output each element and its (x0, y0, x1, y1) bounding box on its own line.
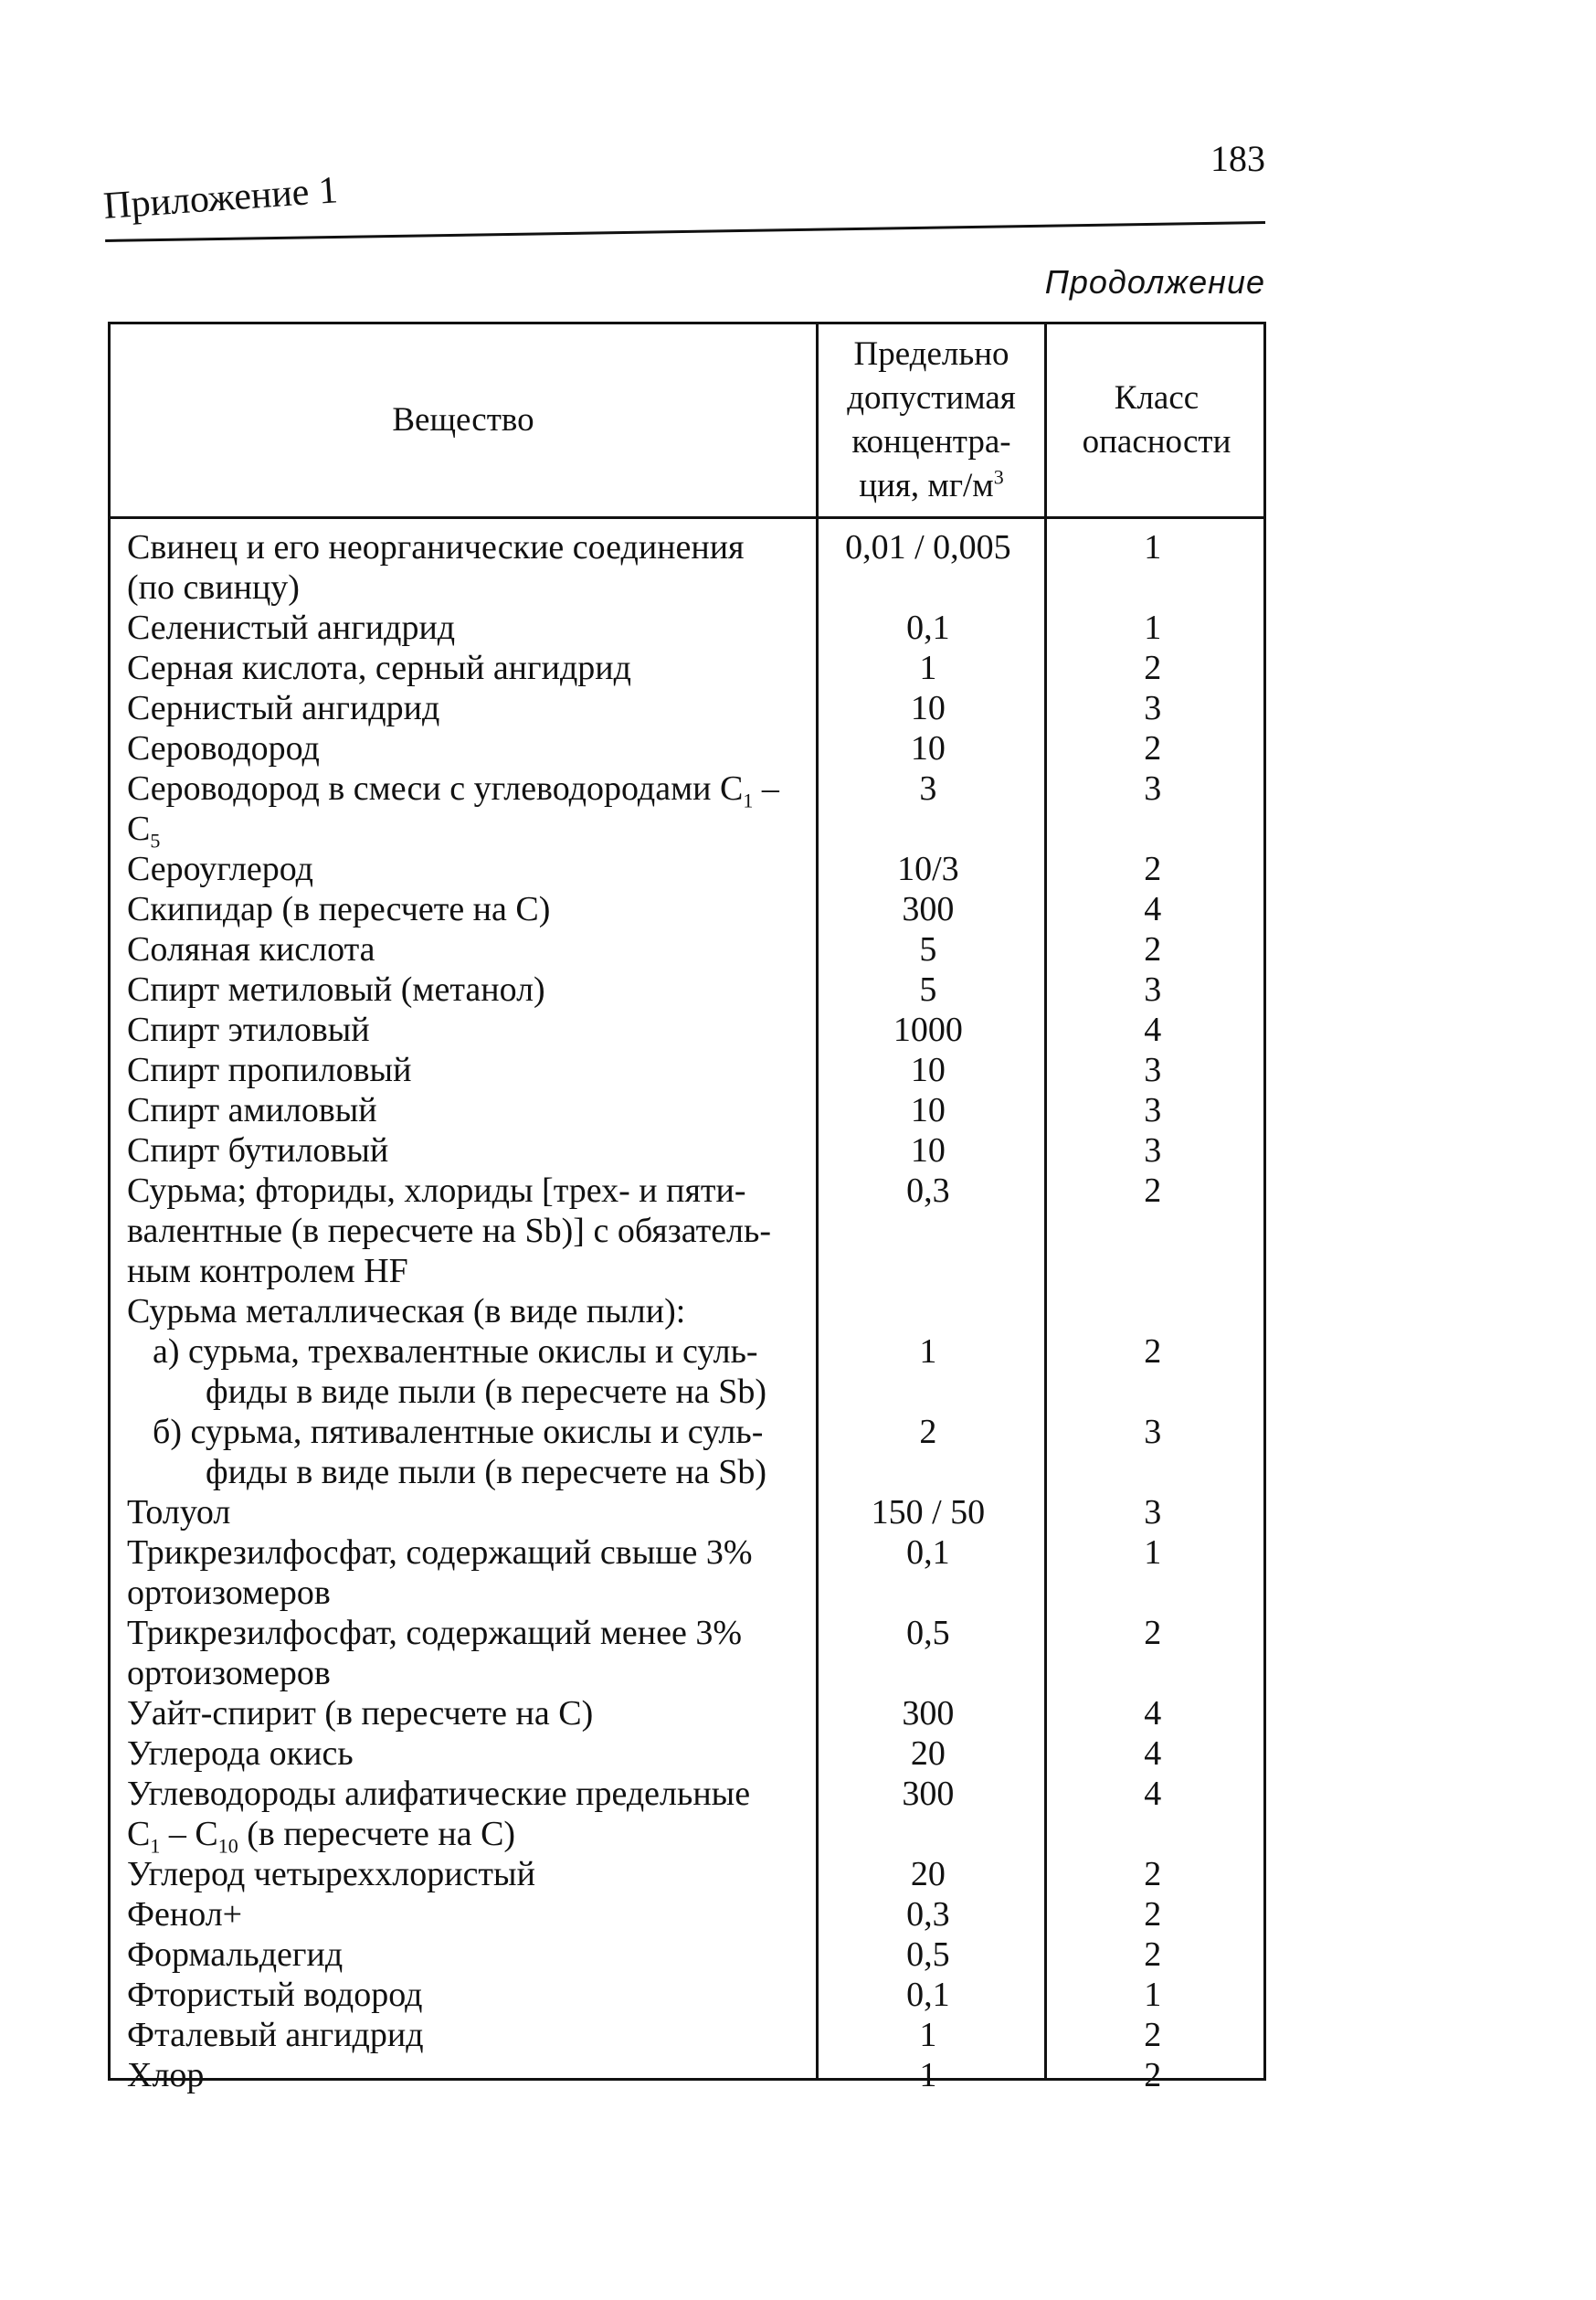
hazard-class-value: 2 (1144, 930, 1162, 969)
substance-name: Селенистый ангидрид (127, 609, 456, 647)
mac-value: 10 (910, 1131, 946, 1170)
hazard-class-value: 3 (1144, 1091, 1162, 1129)
hazard-class-value: 1 (1144, 609, 1162, 647)
hazard-class-value: 4 (1144, 1011, 1162, 1049)
mac-value (814, 1291, 1041, 1331)
substance-name: Соляная кислота (127, 930, 375, 969)
table-row (111, 728, 1263, 768)
hazard-class-value: 4 (1144, 1694, 1162, 1733)
substance-name: Скипидар (в пересчете на С) (127, 890, 551, 928)
substance-name: Трикрезилфосфат, содержащий свыше 3% ортоизомеров (127, 1533, 753, 1612)
mac-value: 3 (919, 769, 937, 808)
header-rule (105, 221, 1265, 242)
table-row (111, 1894, 1263, 1934)
substance-name: Спирт метиловый (метанол) (127, 970, 545, 1009)
table-row (111, 608, 1263, 648)
substance-name: Сурьма металлическая (в виде пыли): (127, 1292, 686, 1330)
substance-name: Углерод четыреххлористый (127, 1855, 535, 1893)
mac-value: 10 (910, 729, 946, 768)
hazard-class-value: 3 (1144, 1131, 1162, 1170)
hazard-class-value: 3 (1144, 1493, 1162, 1532)
table-row (111, 849, 1263, 889)
table-row (111, 1613, 1263, 1693)
page-number: 183 (1210, 138, 1265, 179)
substance-name: Спирт этиловый (127, 1011, 370, 1049)
substance-name: Формальдегид (127, 1935, 344, 1974)
table-row (111, 2015, 1263, 2055)
mac-value: 0,1 (906, 609, 950, 647)
hazard-class-value: 3 (1144, 769, 1162, 808)
header-divider (111, 516, 1263, 519)
substances-table (108, 322, 1266, 2094)
hazard-class-value: 2 (1144, 1855, 1162, 1893)
mac-value: 150 / 50 (871, 1493, 986, 1532)
hazard-class-value: 3 (1144, 1051, 1162, 1089)
table-row (111, 929, 1263, 970)
hazard-class-value: 4 (1144, 1775, 1162, 1813)
mac-value: 5 (919, 930, 937, 969)
mac-value: 10 (910, 1091, 946, 1129)
table-row (111, 1532, 1263, 1613)
hazard-class-value: 2 (1144, 850, 1162, 888)
table-row (111, 1492, 1263, 1532)
table-row (111, 688, 1263, 728)
hazard-class-value: 2 (1144, 1895, 1162, 1934)
substance-name: Спирт амиловый (127, 1091, 377, 1129)
substance-name: Сероводород в смеси с углеводородами $C_1 - C_5$ (127, 769, 779, 853)
substance-name: Сероводород (127, 729, 320, 768)
hazard-class-value: 2 (1144, 1935, 1162, 1974)
mac-value: 2 (919, 1413, 937, 1451)
hazard-class-value: 4 (1144, 1734, 1162, 1773)
mac-value: 1 (919, 2016, 937, 2054)
mac-value: 0,3 (906, 1895, 950, 1934)
running-header (101, 137, 1265, 238)
table-row (111, 1331, 1263, 1412)
mac-value: 0,1 (906, 1533, 950, 1572)
mac-value: 0,1 (906, 1976, 950, 2014)
mac-value: 20 (910, 1734, 946, 1773)
mac-value: 1000 (893, 1011, 963, 1049)
table-row (111, 1130, 1263, 1171)
table-row (111, 1774, 1263, 1858)
substance-name: Углерода окись (127, 1734, 354, 1773)
mac-value: 20 (910, 1855, 946, 1893)
table-row (111, 970, 1263, 1010)
mac-value: 10/3 (897, 850, 959, 888)
mac-value: 300 (902, 1694, 955, 1733)
hazard-class-value: 2 (1144, 649, 1162, 687)
table-row (111, 648, 1263, 688)
substance-name: Хлор (127, 2056, 205, 2094)
substance-name: а) сурьма, трехвалентные окислы и суль- фиды в виде пыли (в пересчете на Sb) (153, 1332, 767, 1411)
table-row (111, 1412, 1263, 1492)
hazard-class-value: 1 (1144, 1976, 1162, 2014)
hazard-class-value: 3 (1144, 970, 1162, 1009)
substance-name: Серная кислота, серный ангидрид (127, 649, 631, 687)
mac-value: 0,01 / 0,005 (845, 528, 1011, 567)
column-header-substance: Вещество (392, 401, 534, 439)
substance-name: Спирт бутиловый (127, 1131, 389, 1170)
hazard-class-value: 2 (1144, 2056, 1162, 2094)
substance-name: Углеводороды алифатические предельные $C_1 - C_{10}$ (в пересчете на С) (127, 1775, 751, 1858)
substance-name: Фталевый ангидрид (127, 2016, 424, 2054)
table-row (111, 768, 1263, 853)
column-header-hazard-class: Класс опасности (1082, 379, 1231, 461)
hazard-class-value: 2 (1144, 1171, 1162, 1210)
table-row (111, 1291, 1263, 1331)
appendix-label: Приложение 1 (101, 169, 340, 228)
mac-value: 10 (910, 689, 946, 727)
substance-name: Сурьма; фториды, хлориды [трех- и пяти- валентные (в пересчете на Sb)] с обязатель- ным контролем HF (127, 1171, 772, 1290)
mac-value: 1 (919, 649, 937, 687)
table-row (111, 889, 1263, 929)
substance-name: Сероуглерод (127, 850, 313, 888)
table-row (111, 1854, 1263, 1894)
hazard-class-value: 1 (1144, 1533, 1162, 1572)
table-row (111, 1010, 1263, 1050)
hazard-class-value: 2 (1144, 729, 1162, 768)
mac-value: 0,5 (906, 1614, 950, 1652)
mac-value: 0,3 (906, 1171, 950, 1210)
substance-name: Спирт пропиловый (127, 1051, 412, 1089)
table-row (111, 1975, 1263, 2015)
substance-name: Фенол+ (127, 1895, 243, 1934)
hazard-class-value: 2 (1144, 2016, 1162, 2054)
hazard-class-value: 2 (1144, 1332, 1162, 1371)
hazard-class-value: 3 (1144, 689, 1162, 727)
table-row (111, 1090, 1263, 1130)
substance-name: Толуол (127, 1493, 231, 1532)
column-header-mac: Предельно допустимая концентра- ция, $мг/м^3$ (847, 335, 1016, 504)
table-row (111, 2055, 1263, 2095)
mac-value: 5 (919, 970, 937, 1009)
table-row (111, 1733, 1263, 1774)
table-row (111, 1693, 1263, 1733)
hazard-class-value: 2 (1144, 1614, 1162, 1652)
mac-value: 10 (910, 1051, 946, 1089)
substance-name: Фтористый водород (127, 1976, 423, 2014)
mac-value: 1 (919, 2056, 937, 2094)
substance-name: Свинец и его неорганические соединения (по свинцу) (127, 528, 745, 607)
table-row (111, 1934, 1263, 1975)
mac-value: 1 (919, 1332, 937, 1371)
substance-name: Сернистый ангидрид (127, 689, 440, 727)
table-body (111, 527, 1263, 2095)
substance-name: Трикрезилфосфат, содержащий менее 3% ортоизомеров (127, 1614, 743, 1692)
hazard-class-value: 1 (1144, 528, 1162, 567)
hazard-class-value (1042, 1291, 1263, 1331)
mac-value: 300 (902, 890, 955, 928)
hazard-class-value: 3 (1144, 1413, 1162, 1451)
hazard-class-value: 4 (1144, 890, 1162, 928)
mac-value: 300 (902, 1775, 955, 1813)
table-row (111, 1171, 1263, 1291)
mac-value: 0,5 (906, 1935, 950, 1974)
continuation-label: Продолжение (1044, 263, 1265, 301)
substance-name: Уайт-спирит (в пересчете на С) (127, 1694, 594, 1733)
table-row (111, 1050, 1263, 1090)
table-row (111, 527, 1263, 608)
substance-name: б) сурьма, пятивалентные окислы и суль- фиды в виде пыли (в пересчете на Sb) (153, 1413, 767, 1491)
